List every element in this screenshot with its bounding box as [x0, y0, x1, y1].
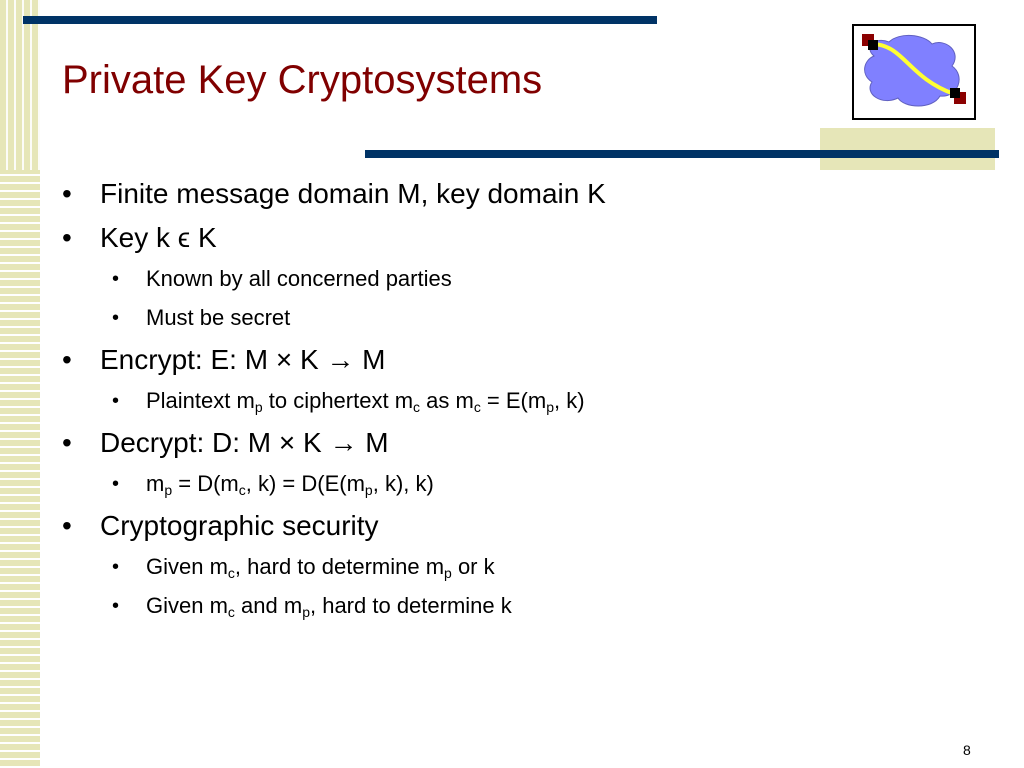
logo	[852, 24, 976, 120]
bullet-text: Key k ϵ K	[100, 222, 217, 253]
title-rule-accent	[820, 128, 995, 170]
sub-bullet-item	[58, 471, 988, 497]
bullet-text: Given $m_c$, hard to determine $m_p$ or k	[146, 554, 495, 581]
page-number: 8	[963, 742, 971, 758]
bullet-icon: •	[62, 222, 72, 253]
bullet-icon: •	[112, 390, 120, 412]
sub-bullet-item	[58, 554, 988, 580]
bullet-icon: •	[62, 344, 72, 375]
network-cloud-icon	[854, 26, 974, 118]
bullet-text: Must be secret	[146, 305, 291, 330]
bullet-icon: •	[112, 307, 120, 329]
bullet-text: Cryptographic security	[100, 510, 379, 541]
title-rule	[365, 150, 999, 158]
bullet-item	[58, 344, 988, 376]
bullet-icon: •	[62, 178, 72, 209]
bullet-text: Decrypt: D: M × K → M	[100, 427, 389, 458]
left-stripe-block-decoration	[0, 0, 40, 170]
bullet-text: $m_p = D(m_c$, $k) = D(E(m_p$, k), k)	[146, 471, 434, 498]
bullet-item	[58, 222, 988, 254]
bullet-icon: •	[62, 510, 72, 541]
bullet-list	[58, 178, 988, 632]
bullet-text: Plaintext $m_p$ to ciphertext $m_c$ as $m_c = E(m_p$, k)	[146, 388, 585, 415]
sub-bullet-item	[58, 266, 988, 292]
bullet-icon: •	[62, 427, 72, 458]
bullet-text: Finite message domain M, key domain K	[100, 178, 606, 209]
bullet-icon: •	[112, 268, 120, 290]
bullet-item	[58, 427, 988, 459]
bullet-text: Given $m_c$ and $m_p$, hard to determine k	[146, 593, 512, 620]
bullet-icon: •	[112, 473, 120, 495]
bullet-item	[58, 178, 988, 210]
bullet-icon: •	[112, 556, 120, 578]
sub-bullet-item	[58, 388, 988, 414]
slide-title: Private Key Cryptosystems	[62, 58, 543, 102]
top-rule	[23, 16, 657, 24]
bullet-icon: •	[112, 595, 120, 617]
bullet-item	[58, 510, 988, 542]
bullet-text: Encrypt: E: M × K → M	[100, 344, 386, 375]
sub-bullet-item	[58, 305, 988, 331]
sub-bullet-item	[58, 593, 988, 619]
bullet-text: Known by all concerned parties	[146, 266, 452, 291]
